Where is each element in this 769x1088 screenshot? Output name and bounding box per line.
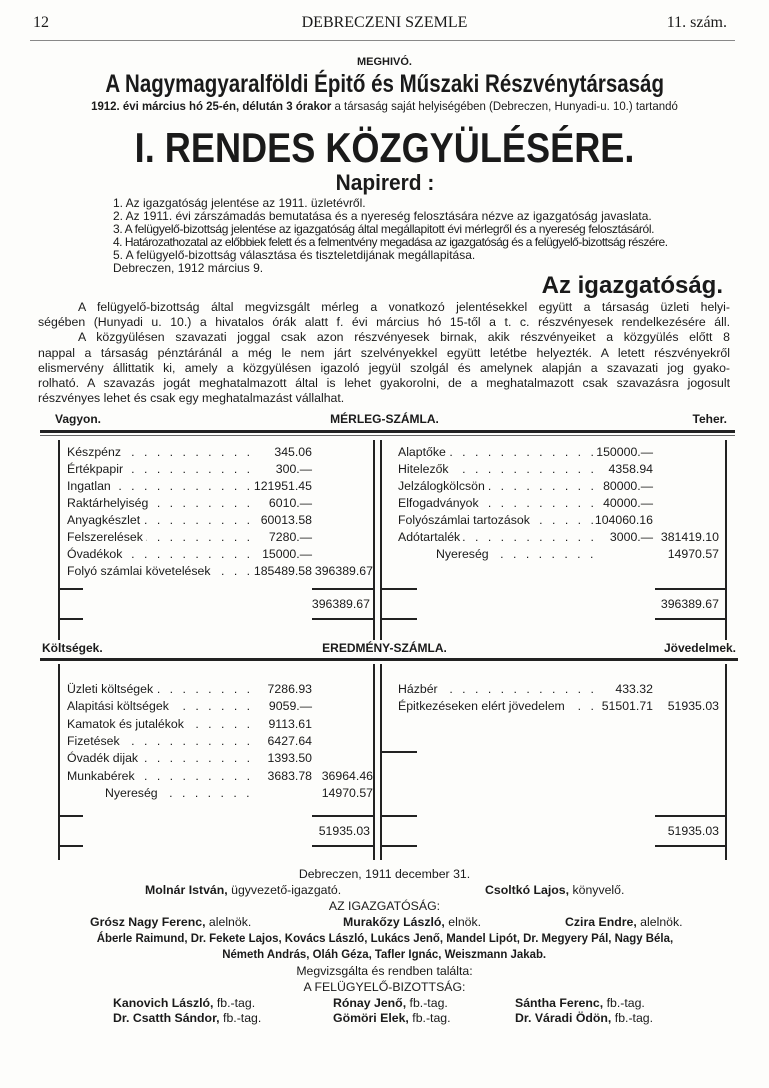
officer-name: Murakőzy László,: [343, 915, 445, 929]
ledger-row: [398, 699, 719, 716]
paragraph-line: nappal a társaság pénztáránál a még le nem járt szelvényekkel együtt letétbe helyezték. A letett részvényekről: [38, 345, 730, 360]
ledger-label-text: Nyereség: [105, 786, 161, 800]
ledger-label: [398, 530, 593, 547]
agenda-list: [113, 197, 743, 275]
ledger-label-text: Alaptőke: [398, 445, 449, 459]
ledger-label: [67, 699, 249, 716]
ledger-label: [67, 513, 249, 530]
revenues-heading: Jövedelmek.: [663, 641, 736, 655]
ledger-row: [67, 751, 373, 768]
supervisor-role: fb.-tag.: [408, 1011, 451, 1025]
ledger-label-text: Óvadékok: [67, 547, 125, 561]
paragraph-line: ségében (Hunyadi u. 10.) a hivatalos órák alatt f. évi március hó 15-től a t. c. részvényesek rendelkezésére áll.: [38, 315, 730, 330]
assets-heading: Vagyon.: [55, 412, 102, 426]
ledger-label: [67, 734, 249, 751]
ledger-label: [398, 445, 593, 462]
ledger-label-text: Jelzálogkölcsön: [398, 479, 488, 493]
ledger-subtotal: [312, 445, 373, 462]
right-grand-total: 396389.67: [660, 597, 719, 611]
left-grand-total: 396389.67: [311, 597, 370, 611]
ledger-amount: 60013.58: [260, 513, 312, 527]
officer-role: alelnök.: [636, 915, 683, 929]
signatory-name: Molnár István,: [145, 883, 228, 897]
agenda-item: 2. Az 1911. évi zárszámadás bemutatása és a nyereség felosztására nézve az igazgatóság javaslata.: [113, 209, 652, 223]
ledger-amount: 9059.—: [268, 699, 312, 714]
company-title: A Nagymagyaralföldi Épitő és Műszaki Részvénytársaság: [105, 70, 664, 98]
ledger-row: [398, 445, 719, 462]
ledger-subtotal: [312, 699, 373, 716]
ledger-subtotal: [312, 513, 373, 530]
ledger-label-text: Folyó számlai követelések: [67, 564, 214, 578]
ledger-subtotal: [653, 462, 719, 479]
ledger-subtotal: 396389.67: [314, 564, 373, 578]
supervisory-title: A FELÜGYELŐ-BIZOTTSÁG:: [303, 980, 466, 994]
meeting-date: 1912. évi március hó 25-én, délután 3 órakor: [91, 99, 332, 113]
total-rule: [382, 618, 417, 620]
board-title: AZ IGAZGATÓSÁG:: [328, 899, 441, 913]
ledger-row: [67, 734, 373, 751]
ledger-amount: 185489.58: [253, 564, 312, 578]
board-signature: Az igazgatóság.: [541, 272, 723, 299]
ledger-row: [398, 479, 719, 496]
ledger-row: [398, 682, 719, 699]
ledger-label: [67, 496, 249, 513]
ledger-amount: 51501.71: [601, 699, 653, 714]
total-rule: [58, 618, 83, 620]
paragraph-line: rolható. A szavazás jogát meghatalmazott által is lehet gyakorolni, de a meghatalmazott csak szavazásra jogosult: [38, 375, 730, 390]
ledger-subtotal: [312, 682, 373, 699]
ledger-row: [398, 547, 719, 564]
total-rule: [58, 815, 83, 817]
agenda-item: 1. Az igazgatóság jelentése az 1911. üzletévről.: [113, 196, 366, 210]
signatory-role: könyvelő.: [569, 883, 625, 897]
ledger-amount: 6427.64: [267, 733, 312, 748]
right-grand-total: 51935.03: [667, 824, 719, 838]
ledger-label: [67, 462, 249, 479]
ledger-label-text: Ingatlan: [67, 479, 114, 493]
ledger-amount: 7286.93: [267, 682, 312, 696]
ledger-amount: 150000.—: [596, 445, 653, 459]
ledger-label-text: Munkabérek: [67, 769, 138, 783]
ledger-label: [67, 717, 249, 734]
ledger-row: [398, 513, 719, 530]
ledger-subtotal: 14970.57: [321, 785, 373, 800]
total-rule: [382, 845, 417, 847]
issue-number: 11. szám.: [666, 14, 727, 31]
total-rule: [382, 751, 417, 753]
ledger-label: [398, 682, 593, 699]
notice-paragraphs: [38, 300, 730, 406]
agenda-item: 4. Határozathozatal az előbbiek felett és a felmentvény megadása az igazgatóság és a felügyelő-bizottság részére.: [113, 235, 668, 249]
ledger-amount: 3683.78: [267, 768, 312, 783]
ledger-label-text: Anyagkészlet: [67, 513, 143, 527]
balance-title: MÉRLEG-SZÁMLA.: [330, 412, 439, 426]
ledger-amount: 300.—: [275, 462, 312, 476]
page-number: 12: [33, 14, 49, 31]
ledger-amount: 6010.—: [268, 496, 312, 510]
ledger-label: [398, 513, 593, 530]
ledger-subtotal: 381419.10: [660, 530, 719, 544]
ledger-subtotal: [312, 717, 373, 734]
ledger-amount: [593, 547, 653, 564]
supervisor-role: fb.-tag.: [219, 1011, 262, 1025]
ledger-label: [398, 496, 593, 513]
ledger-label: [67, 547, 249, 564]
total-rule: [312, 588, 373, 590]
ledger-row: [67, 530, 373, 547]
officer-name: Czira Endre,: [565, 915, 637, 929]
ledger-label-text: Épitkezéseken elért jövedelem: [398, 699, 568, 713]
ledger-amount: 345.06: [274, 445, 312, 459]
header-rule: [30, 40, 735, 41]
ledger-amount: 1393.50: [267, 751, 312, 766]
ledger-amount: 7280.—: [268, 530, 312, 544]
paragraph-line: A közgyülésen szavazati joggal csak azon részvényesek birnak, akik részvényeiket a közgyülés előtt 8: [78, 330, 730, 345]
ledger-label-text: Raktárhelyiség: [67, 496, 151, 510]
ledger-row: [67, 479, 373, 496]
ledger-amount: 3000.—: [609, 530, 653, 544]
ledger-label-text: Fizetések: [67, 734, 123, 748]
ledger-label: [67, 530, 249, 547]
total-rule: [655, 815, 725, 817]
income-top-rule: [40, 658, 738, 661]
ledger-subtotal: [653, 479, 719, 496]
costs-heading: Költségek.: [42, 641, 103, 655]
ledger-subtotal: [653, 682, 719, 699]
ledger-label: [67, 479, 249, 496]
ledger-label-text: Hitelezők: [398, 462, 452, 476]
ledger-label-text: Óvadék dijak: [67, 751, 141, 765]
total-rule: [655, 845, 725, 847]
board-members: Németh András, Oláh Géza, Tafler Ignác, Weiszmann Jakab.: [222, 947, 547, 961]
ledger-row: [67, 717, 373, 734]
ledger-subtotal: [653, 513, 719, 530]
total-rule: [382, 588, 417, 590]
total-rule: [312, 815, 373, 817]
ledger-label: [67, 769, 249, 786]
ledger-subtotal: 14970.57: [667, 547, 719, 561]
ledger-label-text: Alapitási költségek: [67, 699, 172, 713]
meeting-title: I. RENDES KÖZGYÜLÉSÉRE.: [134, 124, 635, 171]
paragraph-line: A felügyelő-bizottság által megvizsgált mérleg a vonatkozó jelentésekkel együtt a társaság üzleti helyi-: [78, 300, 730, 314]
ledger-amount: 121951.45: [253, 479, 312, 493]
signatory-role: ügyvezető-igazgató.: [227, 883, 342, 897]
board-members: Áberle Raimund, Dr. Fekete Lajos, Kovács László, Lukács Jenő, Mandel Lipót, Dr. Megyery Pál, Nagy Béla,: [96, 931, 673, 945]
ledger-label-text: Adótartalék: [398, 530, 463, 544]
agenda-item: 5. A felügyelő-bizottság választása és tiszteletdijának megállapitása.: [113, 248, 476, 262]
ledger-subtotal: [312, 479, 373, 496]
ledger-label-text: Kamatok és jutalékok: [67, 717, 187, 731]
ledger-label-text: Elfogadványok: [398, 496, 482, 510]
supervisor-role: fb.-tag.: [406, 996, 448, 1010]
ledger-label: [67, 445, 249, 462]
ledger-subtotal: [312, 734, 373, 751]
ledger-row: [398, 530, 719, 547]
agenda-title: Napirerd :: [335, 170, 434, 195]
ledger-subtotal: 51935.03: [667, 699, 719, 714]
invite-kicker: MEGHIVÓ.: [356, 56, 412, 68]
ledger-label: [67, 564, 249, 581]
agenda-item: 3. A felügyelő-bizottság jelentése az igazgatóság által megállapitott évi mérlegről és a nyereség felosztásáról.: [113, 222, 655, 236]
signatory-name: Csoltkó Lajos,: [485, 883, 570, 897]
ledger-label-text: Folyószámlai tartozások: [398, 513, 533, 527]
ledger-row: [67, 699, 373, 716]
officer-role: alelnök.: [205, 915, 252, 929]
paragraph-line: elismervény állittatik ki, amely a közgyülésen igazoló jegyül szolgál és amelynek alapján a szavazati jog gyako-: [38, 360, 730, 375]
total-rule: [312, 618, 373, 620]
ledger-label: [398, 699, 593, 716]
supervisor-name: Dr. Váradi Ödön,: [515, 1011, 612, 1025]
meeting-place: a társaság saját helyiségében (Debreczen, Hunyadi-u. 10.) tartandó: [331, 99, 678, 113]
ledger-row: [67, 513, 373, 530]
ledger-label-text: Értékpapir: [67, 462, 126, 476]
ledger-row: [398, 496, 719, 513]
balance-top-rule: [40, 430, 735, 433]
ledger-subtotal: [653, 496, 719, 513]
ledger-label: [67, 682, 249, 699]
liabilities-heading: Teher.: [692, 412, 727, 426]
ledger-label: [105, 786, 249, 803]
ledger-amount: 80000.—: [603, 479, 653, 493]
audit-note: Megvizsgálta és rendben találta:: [296, 964, 473, 978]
supervisor-name: Sántha Ferenc,: [515, 996, 604, 1010]
supervisor-role: fb.-tag.: [611, 1011, 654, 1025]
ledger-row: [67, 769, 373, 786]
total-rule: [382, 815, 417, 817]
total-rule: [58, 588, 83, 590]
paragraph-line: részvényes lehet és csak egy meghatalmazást vállalhat.: [38, 391, 345, 406]
officer-name: Grósz Nagy Ferenc,: [90, 915, 206, 929]
officer-role: elnök.: [444, 915, 482, 929]
left-grand-total: 51935.03: [318, 824, 370, 838]
ledger-label: [67, 751, 249, 768]
ledger-subtotal: [312, 547, 373, 564]
ledger-amount: 433.32: [615, 682, 653, 696]
ledger-row: [67, 547, 373, 564]
total-rule: [655, 618, 725, 620]
ledger-row: [67, 564, 373, 581]
ledger-subtotal: 36964.46: [321, 768, 373, 783]
ledger-label-text: Üzleti költségek: [67, 682, 156, 696]
ledger-amount: 104060.16: [594, 513, 653, 527]
ledger-subtotal: [653, 445, 719, 462]
ledger-row: [67, 496, 373, 513]
ledger-subtotal: [312, 751, 373, 768]
ledger-subtotal: [312, 462, 373, 479]
total-rule: [58, 845, 83, 847]
ledger-row: [67, 682, 373, 699]
statement-date: Debreczen, 1911 december 31.: [298, 867, 471, 881]
ledger-amount: [249, 786, 312, 803]
ledger-amount: 40000.—: [603, 496, 653, 510]
ledger-row: [67, 445, 373, 462]
ledger-label-text: Felszerelések: [67, 530, 146, 544]
supervisor-name: Rónay Jenő,: [333, 996, 407, 1010]
ledger-amount: 15000.—: [262, 547, 312, 561]
income-title: EREDMÉNY-SZÁMLA.: [322, 641, 447, 655]
supervisor-name: Gömöri Elek,: [333, 1011, 409, 1025]
journal-title: DEBRECZENI SZEMLE: [301, 14, 468, 31]
total-rule: [312, 845, 373, 847]
ledger-subtotal: [312, 496, 373, 513]
supervisor-name: Dr. Csatth Sándor,: [113, 1011, 220, 1025]
ledger-label: [436, 547, 593, 564]
total-rule: [655, 588, 725, 590]
ledger-row: [398, 462, 719, 479]
ledger-label: [398, 479, 593, 496]
supervisor-role: fb.-tag.: [213, 996, 256, 1010]
ledger-row: [67, 462, 373, 479]
ledger-label-text: Házbér: [398, 682, 441, 696]
ledger-row: [67, 786, 373, 803]
ledger-label-text: Készpénz: [67, 445, 124, 459]
ledger-label: [398, 462, 593, 479]
ledger-amount: 4358.94: [608, 462, 653, 476]
ledger-label-text: Nyereség: [436, 547, 492, 561]
ledger-amount: 9113.61: [268, 716, 312, 731]
ledger-subtotal: [312, 530, 373, 547]
agenda-date: Debreczen, 1912 március 9.: [113, 261, 264, 275]
supervisor-role: fb.-tag.: [603, 996, 645, 1010]
supervisor-name: Kanovich László,: [113, 996, 214, 1010]
